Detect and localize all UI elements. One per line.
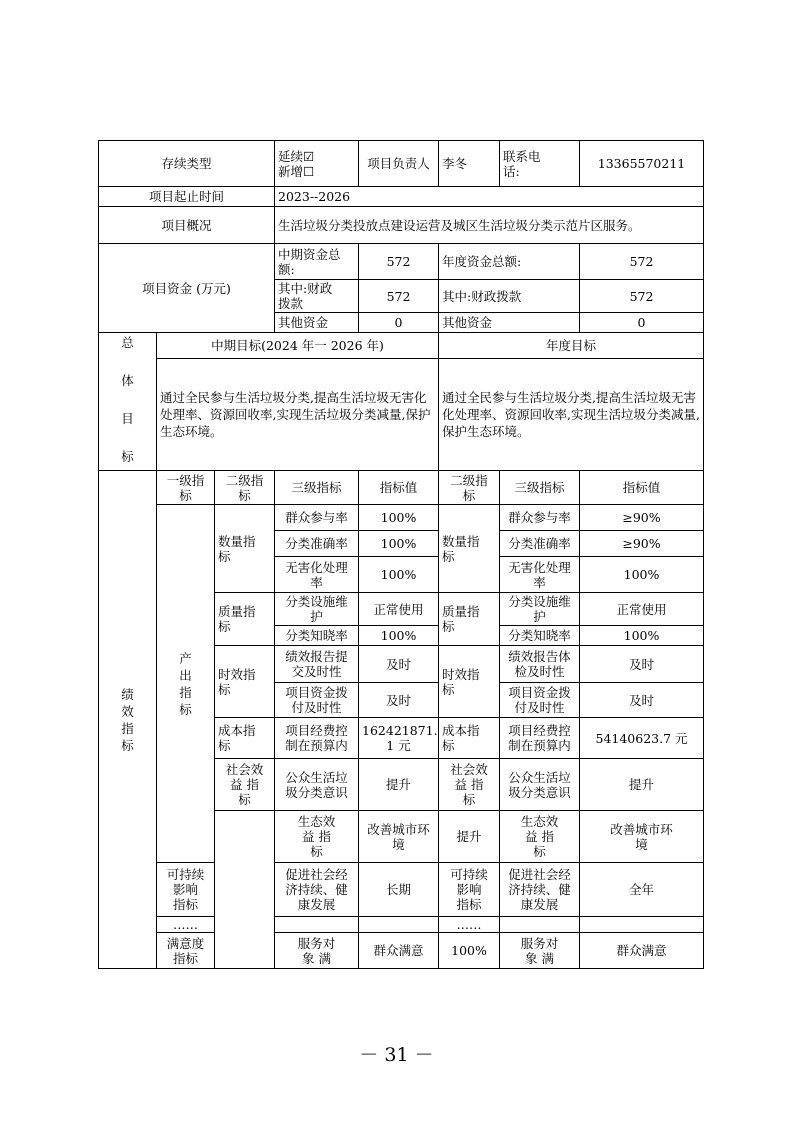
- eco-ann-name: 改善城市环 境: [580, 811, 704, 863]
- quantity-mid-name-3: 无害化处理 率: [275, 557, 359, 593]
- period-label: 项目起止时间: [99, 187, 275, 207]
- annual-total-value: 572: [580, 244, 704, 280]
- quantity-mid-name-2: 分类准确率: [275, 531, 359, 557]
- timeliness-mid-value-2: 及时: [359, 683, 439, 718]
- cost-ann-name: 项目经费控 制在预算内: [500, 718, 580, 759]
- eco-benefit-label-annual: 生态效 益 指 标: [500, 811, 580, 863]
- annual-total-label: 年度资金总额:: [439, 244, 580, 280]
- annual-goal-header: 年度目标: [439, 333, 704, 359]
- timeliness-label: 时效指 标: [215, 646, 275, 718]
- quality-mid-name-2: 分类知晓率: [275, 626, 359, 646]
- annual-fiscal-label: 其中:财政拨款: [439, 280, 580, 313]
- quantity-ann-name-1: 群众参与率: [500, 505, 580, 531]
- mid-other-value: 0: [359, 313, 439, 333]
- cost-label: 成本指 标: [215, 718, 275, 759]
- quantity-mid-value-3: 100%: [359, 557, 439, 593]
- header-level2: 二级指 标: [215, 471, 275, 505]
- overview-label: 项目概况: [99, 207, 275, 244]
- quantity-ann-name-3: 无害化处理 率: [500, 557, 580, 593]
- quantity-ann-value-3: 100%: [580, 557, 704, 593]
- mid-fiscal-value: 572: [359, 280, 439, 313]
- overall-goals-label: 总 体 目 标: [99, 333, 157, 471]
- quality-mid-value-2: 100%: [359, 626, 439, 646]
- social-benefit-label-annual: 社会效 益 指 标: [439, 759, 500, 811]
- ellipsis-ann-empty-2: [580, 917, 704, 933]
- header-level3-annual: 三级指标: [500, 471, 580, 505]
- performance-target-table: [98, 140, 703, 969]
- social-ann-name: 公众生活垃 圾分类意识: [500, 759, 580, 811]
- mid-other-label: 其他资金: [275, 313, 359, 333]
- cost-mid-value: 162421871. 1 元: [359, 718, 439, 759]
- quantity-mid-value-1: 100%: [359, 505, 439, 531]
- cost-ann-value: 54140623.7 元: [580, 718, 704, 759]
- continuation-type-label: 存续类型: [99, 141, 275, 187]
- quantity-mid-name-1: 群众参与率: [275, 505, 359, 531]
- overview-value: 生活垃圾分类投放点建设运营及城区生活垃圾分类示范片区服务。: [275, 207, 704, 244]
- header-level2-annual: 二级指 标: [439, 471, 500, 505]
- ellipsis-mid-empty-1: [275, 917, 359, 933]
- ellipsis-mid: ……: [157, 917, 215, 933]
- timeliness-ann-name-1: 绩效报告体 检及时性: [500, 646, 580, 683]
- annual-other-label: 其他资金: [439, 313, 580, 333]
- social-ann-value: 提升: [580, 759, 704, 811]
- mid-total-label: 中期资金总 额:: [275, 244, 359, 280]
- satisfaction-l2: 服务对 象 满: [275, 933, 359, 969]
- quantity-label-annual: 数量指 标: [439, 505, 500, 593]
- ellipsis-ann-empty-1: [500, 917, 580, 933]
- mid-fiscal-label: 其中:财政 拨款: [275, 280, 359, 313]
- cost-label-annual: 成本指 标: [439, 718, 500, 759]
- period-value: 2023--2026: [275, 187, 704, 207]
- continue-checkbox: 延续☑: [278, 148, 315, 164]
- output-indicators-label: 产 出 指 标: [157, 505, 215, 863]
- timeliness-ann-value-2: 及时: [580, 683, 704, 718]
- ellipsis-annual: ……: [439, 917, 500, 933]
- sustain-label: 可持续 影响 指标: [157, 863, 215, 917]
- benefit-indicators-label: [215, 811, 275, 969]
- satisfaction-ann-name: 群众满意: [580, 933, 704, 969]
- timeliness-mid-name-2: 项目资金拨 付及时性: [275, 683, 359, 718]
- sustain-ann-value: 全年: [580, 863, 704, 917]
- header-value-annual: 指标值: [580, 471, 704, 505]
- quantity-mid-value-2: 100%: [359, 531, 439, 557]
- eco-mid-value: 提升: [439, 811, 500, 863]
- cost-mid-name: 项目经费控 制在预算内: [275, 718, 359, 759]
- sustain-mid-value: 长期: [359, 863, 439, 917]
- sustain-ann-name: 促进社会经 济持续、健 康发展: [500, 863, 580, 917]
- quality-label: 质量指 标: [215, 593, 275, 646]
- annual-goal-text: 通过全民参与生活垃圾分类,提高生活垃圾无害化处理率、资源回收率,实现生活垃圾分类减量,保护生态环境。: [439, 359, 704, 471]
- timeliness-ann-name-2: 项目资金拨 付及时性: [500, 683, 580, 718]
- header-value: 指标值: [359, 471, 439, 505]
- phone-label: 联系电 话:: [500, 141, 580, 187]
- leader-label: 项目负责人: [359, 141, 439, 187]
- quantity-ann-value-1: ≥90%: [580, 505, 704, 531]
- quality-label-annual: 质量指 标: [439, 593, 500, 646]
- header-level3: 三级指标: [275, 471, 359, 505]
- annual-other-value: 0: [580, 313, 704, 333]
- timeliness-mid-name-1: 绩效报告提 交及时性: [275, 646, 359, 683]
- quantity-ann-name-2: 分类准确率: [500, 531, 580, 557]
- quality-ann-value-2: 100%: [580, 626, 704, 646]
- leader-name: 李冬: [439, 141, 500, 187]
- sustain-label-annual: 可持续 影响 指标: [439, 863, 500, 917]
- quality-ann-value-1: 正常使用: [580, 593, 704, 626]
- ellipsis-mid-empty-2: [359, 917, 439, 933]
- satisfaction-mid-value: 100%: [439, 933, 500, 969]
- quality-mid-value-1: 正常使用: [359, 593, 439, 626]
- new-checkbox: 新增☐: [278, 163, 315, 179]
- eco-mid-name: 改善城市环 境: [359, 811, 439, 863]
- quality-ann-name-2: 分类知晓率: [500, 626, 580, 646]
- social-mid-name: 公众生活垃 圾分类意识: [275, 759, 359, 811]
- quality-mid-name-1: 分类设施维 护: [275, 593, 359, 626]
- social-mid-value: 提升: [359, 759, 439, 811]
- eco-benefit-label: 生态效 益 指 标: [275, 811, 359, 863]
- phone-value: 13365570211: [580, 141, 704, 187]
- sustain-mid-name: 促进社会经 济持续、健 康发展: [275, 863, 359, 917]
- satisfaction-label: 满意度 指标: [157, 933, 215, 969]
- indicators-section-label: 绩 效 指 标: [99, 471, 157, 969]
- social-benefit-label: 社会效 益 指 标: [215, 759, 275, 811]
- mid-total-value: 572: [359, 244, 439, 280]
- mid-goal-text: 通过全民参与生活垃圾分类,提高生活垃圾无害化处理率、资源回收率,实现生活垃圾分类减量,保护生态环境。: [157, 359, 439, 471]
- timeliness-ann-value-1: 及时: [580, 646, 704, 683]
- satisfaction-mid-name: 群众满意: [359, 933, 439, 969]
- funds-label: 项目资金 (万元): [99, 244, 275, 333]
- timeliness-mid-value-1: 及时: [359, 646, 439, 683]
- timeliness-label-annual: 时效指 标: [439, 646, 500, 718]
- continuation-options: [275, 141, 359, 187]
- quantity-ann-value-2: ≥90%: [580, 531, 704, 557]
- quality-ann-name-1: 分类设施维 护: [500, 593, 580, 626]
- annual-fiscal-value: 572: [580, 280, 704, 313]
- mid-goal-header: 中期目标(2024 年一 2026 年): [157, 333, 439, 359]
- header-level1: 一级指 标: [157, 471, 215, 505]
- satisfaction-l2-annual: 服务对 象 满: [500, 933, 580, 969]
- quantity-label: 数量指 标: [215, 505, 275, 593]
- page-number: － 31 －: [359, 1044, 434, 1066]
